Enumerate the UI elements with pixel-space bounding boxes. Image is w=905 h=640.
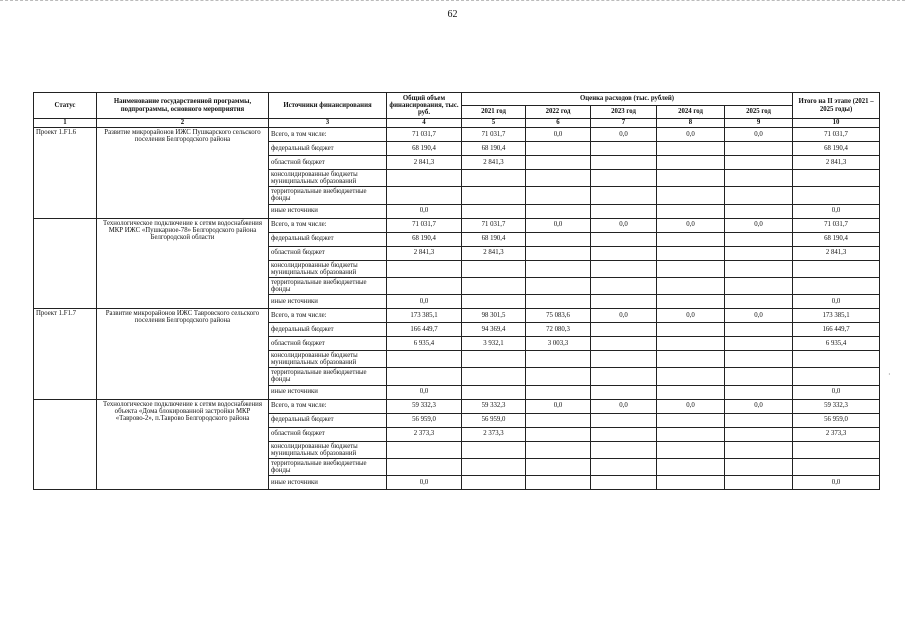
total-amount-cell: 71 031,7 <box>387 128 462 142</box>
funding-source-cell: иные источники <box>269 204 387 218</box>
year-amount-cell <box>657 204 725 218</box>
header-year-2021: 2021 год <box>462 106 526 119</box>
year-amount-cell <box>725 142 793 156</box>
year-amount-cell: 75 083,6 <box>526 309 591 323</box>
total-amount-cell: 68 190,4 <box>387 232 462 246</box>
year-amount-cell <box>462 476 526 490</box>
year-amount-cell <box>462 458 526 475</box>
year-amount-cell <box>591 441 657 458</box>
year-amount-cell <box>591 204 657 218</box>
year-amount-cell <box>526 246 591 260</box>
measure-name-cell: Развитие микрорайонов ИЖС Тавровского сельского поселения Белгородского района <box>97 309 269 400</box>
table-row <box>34 399 880 413</box>
year-amount-cell <box>591 337 657 351</box>
column-number: 1 <box>34 119 97 128</box>
total-amount-cell: 2 373,3 <box>387 427 462 441</box>
header-year-2023: 2023 год <box>591 106 657 119</box>
year-amount-cell: 68 190,4 <box>462 232 526 246</box>
year-amount-cell <box>591 413 657 427</box>
year-amount-cell <box>462 368 526 385</box>
header-year-2025: 2025 год <box>725 106 793 119</box>
total-amount-cell: 2 841,3 <box>387 246 462 260</box>
year-amount-cell: 0,0 <box>725 309 793 323</box>
status-cell: Проект 1.F1.6 <box>34 128 97 219</box>
year-amount-cell <box>725 476 793 490</box>
year-amount-cell <box>526 187 591 204</box>
year-amount-cell: 0,0 <box>591 218 657 232</box>
year-amount-cell: 0,0 <box>657 128 725 142</box>
total-amount-cell: 56 959,0 <box>387 413 462 427</box>
year-amount-cell <box>725 413 793 427</box>
header-estimate: Оценка расходов (тыс. рублей) <box>462 93 793 106</box>
year-amount-cell <box>725 156 793 170</box>
stage-total-cell: 68 190,4 <box>793 142 880 156</box>
year-amount-cell <box>657 413 725 427</box>
year-amount-cell <box>657 232 725 246</box>
year-amount-cell <box>591 351 657 368</box>
stage-total-cell: 2 373,3 <box>793 427 880 441</box>
table-row <box>34 218 880 232</box>
funding-source-cell: областной бюджет <box>269 156 387 170</box>
funding-source-cell: федеральный бюджет <box>269 142 387 156</box>
year-amount-cell <box>657 187 725 204</box>
stage-total-cell: 0,0 <box>793 476 880 490</box>
year-amount-cell: 2 373,3 <box>462 427 526 441</box>
year-amount-cell <box>526 458 591 475</box>
year-amount-cell <box>526 368 591 385</box>
year-amount-cell: 3 003,3 <box>526 337 591 351</box>
year-amount-cell <box>591 385 657 399</box>
year-amount-cell <box>462 260 526 277</box>
header-stage-total: Итого на II этапе (2021 – 2025 годы) <box>793 93 880 119</box>
year-amount-cell: 0,0 <box>526 399 591 413</box>
year-amount-cell <box>462 441 526 458</box>
year-amount-cell: 0,0 <box>591 309 657 323</box>
year-amount-cell <box>591 368 657 385</box>
funding-source-cell: территориальные внебюджетные фонды <box>269 277 387 294</box>
year-amount-cell <box>462 351 526 368</box>
stage-total-cell: 173 385,1 <box>793 309 880 323</box>
year-amount-cell <box>657 385 725 399</box>
stage-total-cell <box>793 260 880 277</box>
year-amount-cell <box>725 295 793 309</box>
total-amount-cell: 71 031,7 <box>387 218 462 232</box>
year-amount-cell <box>526 156 591 170</box>
funding-source-cell: областной бюджет <box>269 427 387 441</box>
total-amount-cell: 173 385,1 <box>387 309 462 323</box>
stage-total-cell: 2 841,3 <box>793 156 880 170</box>
stage-total-cell <box>793 187 880 204</box>
total-amount-cell <box>387 351 462 368</box>
status-cell <box>34 399 97 490</box>
year-amount-cell <box>591 476 657 490</box>
year-amount-cell <box>591 142 657 156</box>
year-amount-cell: 0,0 <box>725 128 793 142</box>
stage-total-cell: 0,0 <box>793 295 880 309</box>
page-edge <box>0 0 905 5</box>
table-row <box>34 128 880 142</box>
total-amount-cell <box>387 187 462 204</box>
header-year-2022: 2022 год <box>526 106 591 119</box>
funding-source-cell: консолидированные бюджеты муниципальных образований <box>269 351 387 368</box>
total-amount-cell: 0,0 <box>387 295 462 309</box>
year-amount-cell <box>725 170 793 187</box>
column-number: 2 <box>97 119 269 128</box>
page-number: 62 <box>447 9 458 20</box>
year-amount-cell <box>462 385 526 399</box>
year-amount-cell <box>725 385 793 399</box>
total-amount-cell: 0,0 <box>387 476 462 490</box>
year-amount-cell: 0,0 <box>526 218 591 232</box>
stage-total-cell: 0,0 <box>793 385 880 399</box>
year-amount-cell <box>462 295 526 309</box>
year-amount-cell <box>657 458 725 475</box>
funding-source-cell: федеральный бюджет <box>269 232 387 246</box>
year-amount-cell <box>657 351 725 368</box>
year-amount-cell: 94 369,4 <box>462 323 526 337</box>
year-amount-cell <box>526 232 591 246</box>
year-amount-cell <box>462 170 526 187</box>
stage-total-cell: 2 841,3 <box>793 246 880 260</box>
budget-body <box>34 128 880 490</box>
year-amount-cell <box>591 260 657 277</box>
year-amount-cell <box>591 246 657 260</box>
stage-total-cell: 166 449,7 <box>793 323 880 337</box>
stage-total-cell <box>793 368 880 385</box>
year-amount-cell: 3 932,1 <box>462 337 526 351</box>
total-amount-cell <box>387 260 462 277</box>
funding-source-cell: федеральный бюджет <box>269 323 387 337</box>
stage-total-cell <box>793 458 880 475</box>
funding-source-cell: иные источники <box>269 476 387 490</box>
total-amount-cell: 0,0 <box>387 204 462 218</box>
year-amount-cell <box>526 277 591 294</box>
year-amount-cell <box>462 277 526 294</box>
year-amount-cell: 0,0 <box>657 309 725 323</box>
stage-total-cell <box>793 170 880 187</box>
year-amount-cell <box>526 142 591 156</box>
funding-source-cell: Всего, в том числе: <box>269 128 387 142</box>
year-amount-cell <box>526 351 591 368</box>
column-number: 10 <box>793 119 880 128</box>
measure-name-cell: Технологическое подключение к сетям водоснабжения МКР ИЖС «Пушкарное-78» Белгородского района Белгородской области <box>97 218 269 309</box>
header-name: Наименование государственной программы, подпрограммы, основного мероприятия <box>97 93 269 119</box>
year-amount-cell: 71 031,7 <box>462 128 526 142</box>
stage-total-cell <box>793 441 880 458</box>
year-amount-cell <box>462 187 526 204</box>
year-amount-cell <box>591 277 657 294</box>
year-amount-cell: 68 190,4 <box>462 142 526 156</box>
total-amount-cell: 6 935,4 <box>387 337 462 351</box>
year-amount-cell <box>725 187 793 204</box>
year-amount-cell <box>657 441 725 458</box>
year-amount-cell <box>725 277 793 294</box>
column-number: 9 <box>725 119 793 128</box>
year-amount-cell <box>591 295 657 309</box>
year-amount-cell: 98 301,5 <box>462 309 526 323</box>
column-number: 5 <box>462 119 526 128</box>
stage-total-cell: 71 031,7 <box>793 128 880 142</box>
status-cell <box>34 218 97 309</box>
total-amount-cell: 2 841,3 <box>387 156 462 170</box>
total-amount-cell <box>387 277 462 294</box>
funding-source-cell: территориальные внебюджетные фонды <box>269 368 387 385</box>
year-amount-cell <box>725 246 793 260</box>
year-amount-cell <box>725 368 793 385</box>
year-amount-cell: 0,0 <box>725 399 793 413</box>
total-amount-cell <box>387 441 462 458</box>
year-amount-cell <box>725 232 793 246</box>
stage-total-cell <box>793 277 880 294</box>
stage-total-cell: 0,0 <box>793 204 880 218</box>
year-amount-cell: 0,0 <box>657 218 725 232</box>
year-amount-cell <box>657 277 725 294</box>
funding-source-cell: областной бюджет <box>269 337 387 351</box>
year-amount-cell <box>591 323 657 337</box>
year-amount-cell <box>526 413 591 427</box>
funding-source-cell: территориальные внебюджетные фонды <box>269 187 387 204</box>
year-amount-cell: 2 841,3 <box>462 246 526 260</box>
year-amount-cell <box>657 337 725 351</box>
year-amount-cell: 0,0 <box>725 218 793 232</box>
total-amount-cell <box>387 368 462 385</box>
year-amount-cell <box>526 427 591 441</box>
budget-table <box>33 92 880 490</box>
column-number: 7 <box>591 119 657 128</box>
year-amount-cell: 0,0 <box>526 128 591 142</box>
measure-name-cell: Технологическое подключение к сетям водоснабжения объекта «Дома блокированной застройки МКР «Таврово-2», п.Таврово Белгородского района <box>97 399 269 490</box>
year-amount-cell: 0,0 <box>591 399 657 413</box>
year-amount-cell <box>657 427 725 441</box>
header-sources: Источники финансирования <box>269 93 387 119</box>
year-amount-cell: 59 332,3 <box>462 399 526 413</box>
funding-source-cell: Всего, в том числе: <box>269 399 387 413</box>
header-year-2024: 2024 год <box>657 106 725 119</box>
column-number-row <box>34 119 880 128</box>
year-amount-cell <box>725 204 793 218</box>
year-amount-cell: 2 841,3 <box>462 156 526 170</box>
year-amount-cell <box>591 427 657 441</box>
column-number: 4 <box>387 119 462 128</box>
total-amount-cell: 59 332,3 <box>387 399 462 413</box>
year-amount-cell <box>725 427 793 441</box>
year-amount-cell <box>526 204 591 218</box>
funding-source-cell: иные источники <box>269 295 387 309</box>
funding-source-cell: консолидированные бюджеты муниципальных образований <box>269 441 387 458</box>
funding-source-cell: консолидированные бюджеты муниципальных образований <box>269 170 387 187</box>
year-amount-cell <box>657 246 725 260</box>
year-amount-cell: 0,0 <box>657 399 725 413</box>
year-amount-cell <box>591 156 657 170</box>
total-amount-cell <box>387 458 462 475</box>
year-amount-cell <box>657 170 725 187</box>
header-total: Общий объем финансирования, тыс. руб. <box>387 93 462 119</box>
year-amount-cell: 71 031,7 <box>462 218 526 232</box>
year-amount-cell <box>657 476 725 490</box>
year-amount-cell <box>462 204 526 218</box>
column-number: 8 <box>657 119 725 128</box>
stage-total-cell: 71 031,7 <box>793 218 880 232</box>
funding-source-cell: Всего, в том числе: <box>269 218 387 232</box>
year-amount-cell <box>725 458 793 475</box>
funding-source-cell: Всего, в том числе: <box>269 309 387 323</box>
measure-name-cell: Развитие микрорайонов ИЖС Пушкарского сельского поселения Белгородского района <box>97 128 269 219</box>
stage-total-cell: 68 190,4 <box>793 232 880 246</box>
year-amount-cell <box>591 232 657 246</box>
funding-source-cell: консолидированные бюджеты муниципальных образований <box>269 260 387 277</box>
year-amount-cell <box>526 441 591 458</box>
funding-source-cell: федеральный бюджет <box>269 413 387 427</box>
year-amount-cell <box>657 295 725 309</box>
column-number: 3 <box>269 119 387 128</box>
year-amount-cell: 72 080,3 <box>526 323 591 337</box>
year-amount-cell <box>526 260 591 277</box>
funding-source-cell: территориальные внебюджетные фонды <box>269 458 387 475</box>
year-amount-cell <box>657 142 725 156</box>
header-status: Статус <box>34 93 97 119</box>
year-amount-cell <box>591 170 657 187</box>
year-amount-cell <box>657 368 725 385</box>
year-amount-cell <box>725 441 793 458</box>
year-amount-cell <box>657 323 725 337</box>
stage-total-cell: 6 935,4 <box>793 337 880 351</box>
funding-source-cell: иные источники <box>269 385 387 399</box>
stage-total-cell: 56 959,0 <box>793 413 880 427</box>
stage-total-cell <box>793 351 880 368</box>
total-amount-cell: 68 190,4 <box>387 142 462 156</box>
year-amount-cell <box>725 323 793 337</box>
margin-mark: · <box>888 370 891 379</box>
year-amount-cell <box>725 260 793 277</box>
column-number: 6 <box>526 119 591 128</box>
year-amount-cell <box>591 187 657 204</box>
total-amount-cell <box>387 170 462 187</box>
year-amount-cell: 56 959,0 <box>462 413 526 427</box>
year-amount-cell <box>526 295 591 309</box>
year-amount-cell <box>657 260 725 277</box>
stage-total-cell: 59 332,3 <box>793 399 880 413</box>
total-amount-cell: 166 449,7 <box>387 323 462 337</box>
year-amount-cell: 0,0 <box>591 128 657 142</box>
year-amount-cell <box>526 385 591 399</box>
total-amount-cell: 0,0 <box>387 385 462 399</box>
year-amount-cell <box>725 337 793 351</box>
funding-source-cell: областной бюджет <box>269 246 387 260</box>
year-amount-cell <box>725 351 793 368</box>
year-amount-cell <box>526 476 591 490</box>
table-row <box>34 309 880 323</box>
year-amount-cell <box>657 156 725 170</box>
status-cell: Проект 1.F1.7 <box>34 309 97 400</box>
year-amount-cell <box>591 458 657 475</box>
year-amount-cell <box>526 170 591 187</box>
